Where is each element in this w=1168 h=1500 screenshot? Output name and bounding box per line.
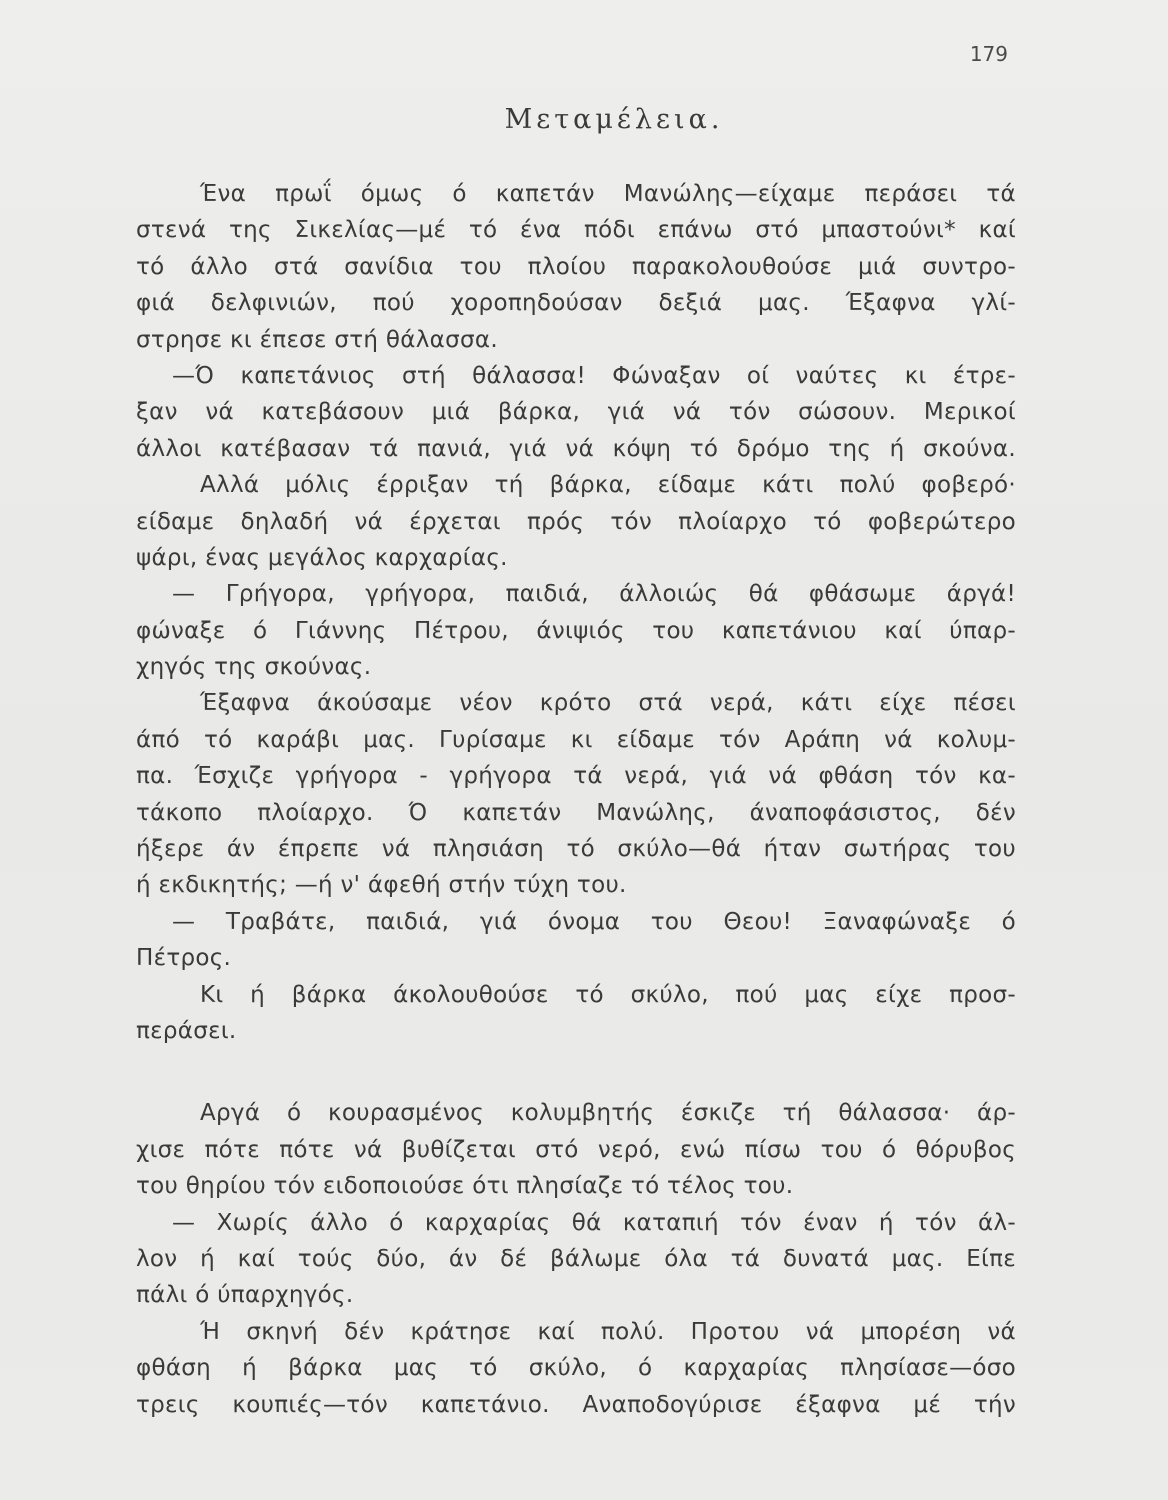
text-line: στενά της Σικελίας—μέ τό ένα πόδι επάνω στό μπαστούνι* καί <box>136 217 1016 244</box>
text-line: λον ή καί τούς δύο, άν δέ βάλωμε όλα τά δυνατά μας. Είπε <box>136 1245 1016 1272</box>
text-line: — Γρήγορα, γρήγορα, παιδιά, άλλοιώς θά φθάσωμε άργά! <box>172 581 1016 608</box>
text-line: Ή σκηνή δέν κράτησε καί πολύ. Προτου νά μπορέση νά <box>200 1318 1016 1345</box>
text-line: Αργά ό κουρασμένος κολυμβητής έσκιζε τή θάλασσα· άρ- <box>200 1100 1016 1127</box>
text-line: περάσει. <box>136 1017 237 1044</box>
text-line: —Ό καπετάνιος στή θάλασσα! Φώναξαν οί ναύτες κι έτρε- <box>172 362 1016 389</box>
text-line: του θηρίου τόν ειδοποιούσε ότι πλησίαζε τό τέλος του. <box>136 1173 794 1200</box>
text-line: άπό τό καράβι μας. Γυρίσαμε κι είδαμε τόν Αράπη νά κολυμ- <box>136 726 1016 753</box>
text-line: άλλοι κατέβασαν τά πανιά, γιά νά κόψη τό δρόμο της ή σκούνα. <box>136 435 1016 462</box>
text-line: φιά δελφινιών, πού χοροπηδούσαν δεξιά μας. Έξαφνα γλί- <box>136 290 1016 317</box>
text-line: Έξαφνα άκούσαμε νέον κρότο στά νερά, κάτι είχε πέσει <box>200 690 1016 717</box>
text-line: Πέτρος. <box>136 945 232 972</box>
text-line: ή εκδικητής; —ή ν' άφεθή στήν τύχη του. <box>136 872 627 899</box>
text-line: στρησε κι έπεσε στή θάλασσα. <box>136 326 498 353</box>
text-line: πα. Έσχιζε γρήγορα - γρήγορα τά νερά, γιά νά φθάση τόν κα- <box>136 763 1016 790</box>
text-line: — Τραβάτε, παιδιά, γιά όνομα του Θεου! Ξαναφώναξε ό <box>172 908 1016 935</box>
text-line: Ένα πρωΐ όμως ό καπετάν Μανώλης—είχαμε περάσει τά <box>200 181 1016 207</box>
section-break <box>136 1049 1016 1095</box>
text-line: ξαν νά κατεβάσουν μιά βάρκα, γιά νά τόν σώσουν. Μερικοί <box>136 399 1016 426</box>
text-line: φώναξε ό Γιάννης Πέτρου, άνιψιός του καπετάνιου καί ύπαρ- <box>136 617 1016 644</box>
chapter-title: Μεταμέλεια. <box>504 104 724 135</box>
text-line: ψάρι, ένας μεγάλος καρχαρίας. <box>136 544 508 571</box>
text-line: χισε πότε πότε νά βυθίζεται στό νερό, ενώ πίσω του ό θόρυβος <box>136 1136 1016 1163</box>
text-line: τρεις κουπιές—τόν καπετάνιο. Αναποδογύρισε έξαφνα μέ τήν <box>136 1391 1016 1418</box>
text-line: τό άλλο στά σανίδια του πλοίου παρακολουθούσε μιά συντρο- <box>136 253 1016 280</box>
text-line: — Χωρίς άλλο ό καρχαρίας θά καταπιή τόν έναν ή τόν άλ- <box>172 1209 1016 1236</box>
text-line: πάλι ό ύπαρχηγός. <box>136 1282 354 1309</box>
text-line: τάκοπο πλοίαρχο. Ό καπετάν Μανώλης, άναποφάσιστος, δέν <box>136 799 1016 826</box>
body-text <box>136 176 1016 1423</box>
text-line: Κι ή βάρκα άκολουθούσε τό σκύλο, πού μας είχε προσ- <box>200 981 1016 1008</box>
text-line: είδαμε δηλαδή νά έρχεται πρός τόν πλοίαρχο τό φοβερώτερο <box>136 508 1016 535</box>
text-line: φθάση ή βάρκα μας τό σκύλο, ό καρχαρίας πλησίασε—όσο <box>136 1355 1016 1382</box>
text-line: χηγός της σκούνας. <box>136 654 372 681</box>
page-number: 179 <box>969 42 1008 66</box>
text-line: ήξερε άν έπρεπε νά πλησιάση τό σκύλο—θά ήταν σωτήρας του <box>136 836 1016 863</box>
text-line: Αλλά μόλις έρριξαν τή βάρκα, είδαμε κάτι πολύ φοβερό· <box>200 472 1016 499</box>
